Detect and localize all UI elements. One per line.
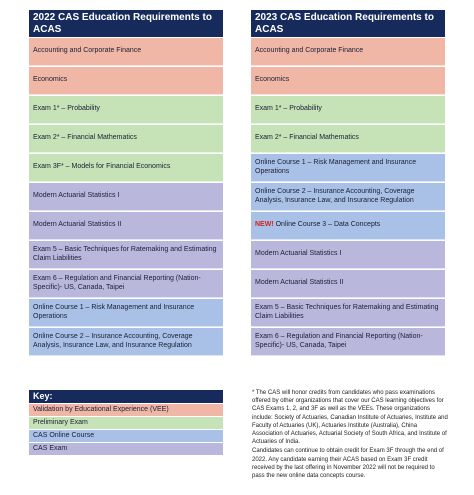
requirement-row: Exam 1* – Probability	[251, 96, 445, 124]
requirement-row: Economics	[251, 67, 445, 95]
requirement-row: Online Course 1 – Risk Management and Insurance Operations	[29, 299, 223, 327]
requirement-row: Modern Actuarial Statistics I	[29, 183, 223, 211]
key-item-vee: Validation by Educational Experience (VEE)	[29, 404, 223, 416]
requirement-row: Exam 6 – Regulation and Financial Reporting (Nation-Specific)- US, Canada, Taipei	[29, 270, 223, 298]
requirement-row: Modern Actuarial Statistics II	[251, 270, 445, 298]
requirement-row: Exam 6 – Regulation and Financial Reporting (Nation-Specific)- US, Canada, Taipei	[251, 328, 445, 356]
requirement-row: Exam 3F* – Models for Financial Economics	[29, 154, 223, 182]
requirement-row: Online Course 1 – Risk Management and Insurance Operations	[251, 154, 445, 182]
footnote-paragraph: Candidates can continue to obtain credit for Exam 3F through the end of 2022. Any candidate earning their ACAS based on Exam 3F credit received by the last offering in November 2022 will not be required to pass the new online data concepts course.	[252, 448, 444, 480]
requirement-row: Modern Actuarial Statistics I	[251, 241, 445, 269]
key-item-online-course: CAS Online Course	[29, 430, 223, 442]
new-badge: NEW!	[255, 221, 274, 229]
key-item-preliminary: Preliminary Exam	[29, 417, 223, 429]
requirement-row: Exam 2* – Financial Mathematics	[251, 125, 445, 153]
column-2022-title: 2022 CAS Education Requirements to ACAS	[29, 10, 223, 37]
key-title: Key:	[29, 390, 223, 403]
legend-key	[29, 390, 223, 455]
column-2023-title: 2023 CAS Education Requirements to ACAS	[251, 10, 445, 37]
requirement-row: Economics	[29, 67, 223, 95]
requirement-row: NEW! Online Course 3 – Data Concepts	[251, 212, 445, 240]
requirement-row: Accounting and Corporate Finance	[251, 38, 445, 66]
column-2023	[251, 10, 445, 356]
column-2022	[29, 10, 223, 356]
requirement-row: Exam 2* – Financial Mathematics	[29, 125, 223, 153]
key-item-cas-exam: CAS Exam	[29, 443, 223, 455]
footnote	[252, 389, 448, 481]
requirement-row: Exam 5 – Basic Techniques for Ratemaking and Estimating Claim Liabilities	[29, 241, 223, 269]
requirement-row: Online Course 2 – Insurance Accounting, Coverage Analysis, Insurance Law, and Insurance Regulation	[29, 328, 223, 356]
requirement-row: Exam 1* – Probability	[29, 96, 223, 124]
requirement-row: Modern Actuarial Statistics II	[29, 212, 223, 240]
requirement-row: Online Course 2 – Insurance Accounting, Coverage Analysis, Insurance Law, and Insurance Regulation	[251, 183, 445, 211]
requirement-row: Accounting and Corporate Finance	[29, 38, 223, 66]
footnote-paragraph: * The CAS will honor credits from candidates who pass examinations offered by other organizations that cover our CAS learning objectives for CAS Exams 1, 2, and 3F as well as the VEEs. These organizations include: Society of Actuaries, Canadian Institute of Actuaries, Institute and Faculty of Actuaries (UK), Actuaries Institute (Australia), China Association of Actuaries, Actuarial Society of South Africa, and Institute of Actuaries of India.	[252, 390, 448, 446]
requirement-row: Exam 5 – Basic Techniques for Ratemaking and Estimating Claim Liabilities	[251, 299, 445, 327]
